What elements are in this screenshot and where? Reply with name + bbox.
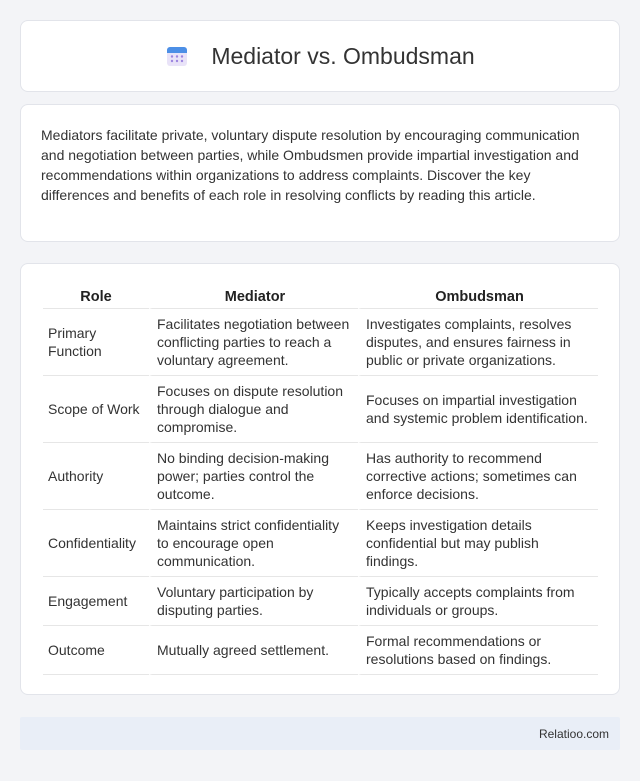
header-ombudsman: Ombudsman	[358, 285, 598, 309]
cell-ombudsman: Focuses on impartial investigation and systemic problem identification.	[358, 376, 598, 443]
intro-card	[20, 104, 620, 242]
cell-mediator: Mutually agreed settlement.	[149, 626, 358, 675]
cell-role: Primary Function	[43, 309, 149, 376]
comparison-table	[43, 285, 598, 675]
intro-paragraph: Mediators facilitate private, voluntary dispute resolution by encouraging communication and negotiation between parties, while Ombudsmen provide impartial investigation and recommendations within organizations to address complaints. Discover the key differences and benefits of each role in resolving conflicts by reading this article.	[41, 127, 580, 203]
header-mediator: Mediator	[149, 285, 358, 309]
footer-brand: Relatioo.com	[538, 726, 609, 741]
table-row	[43, 309, 598, 376]
cell-mediator: Facilitates negotiation between conflicting parties to reach a voluntary agreement.	[149, 309, 358, 376]
table-row	[43, 577, 598, 626]
table-header-row	[43, 285, 598, 309]
header-role: Role	[43, 285, 149, 309]
cell-ombudsman: Keeps investigation details confidential but may publish findings.	[358, 510, 598, 577]
cell-role: Engagement	[43, 577, 149, 626]
table-row	[43, 376, 598, 443]
cell-role: Confidentiality	[43, 510, 149, 577]
calendar-icon	[165, 44, 189, 68]
table-row	[43, 443, 598, 510]
table-row	[43, 626, 598, 675]
cell-ombudsman: Investigates complaints, resolves disputes, and ensures fairness in public or private organizations.	[358, 309, 598, 376]
cell-ombudsman: Has authority to recommend corrective actions; sometimes can enforce decisions.	[358, 443, 598, 510]
cell-ombudsman: Typically accepts complaints from individuals or groups.	[358, 577, 598, 626]
footer-bar	[20, 717, 620, 750]
cell-role: Authority	[43, 443, 149, 510]
page-title: Mediator vs. Ombudsman	[211, 42, 475, 69]
cell-role: Scope of Work	[43, 376, 149, 443]
cell-mediator: Focuses on dispute resolution through dialogue and compromise.	[149, 376, 358, 443]
table-row	[43, 510, 598, 577]
cell-ombudsman: Formal recommendations or resolutions based on findings.	[358, 626, 598, 675]
cell-mediator: No binding decision-making power; parties control the outcome.	[149, 443, 358, 510]
cell-role: Outcome	[43, 626, 149, 675]
cell-mediator: Voluntary participation by disputing parties.	[149, 577, 358, 626]
comparison-card	[20, 263, 620, 695]
cell-mediator: Maintains strict confidentiality to encourage open communication.	[149, 510, 358, 577]
title-card	[20, 20, 620, 92]
